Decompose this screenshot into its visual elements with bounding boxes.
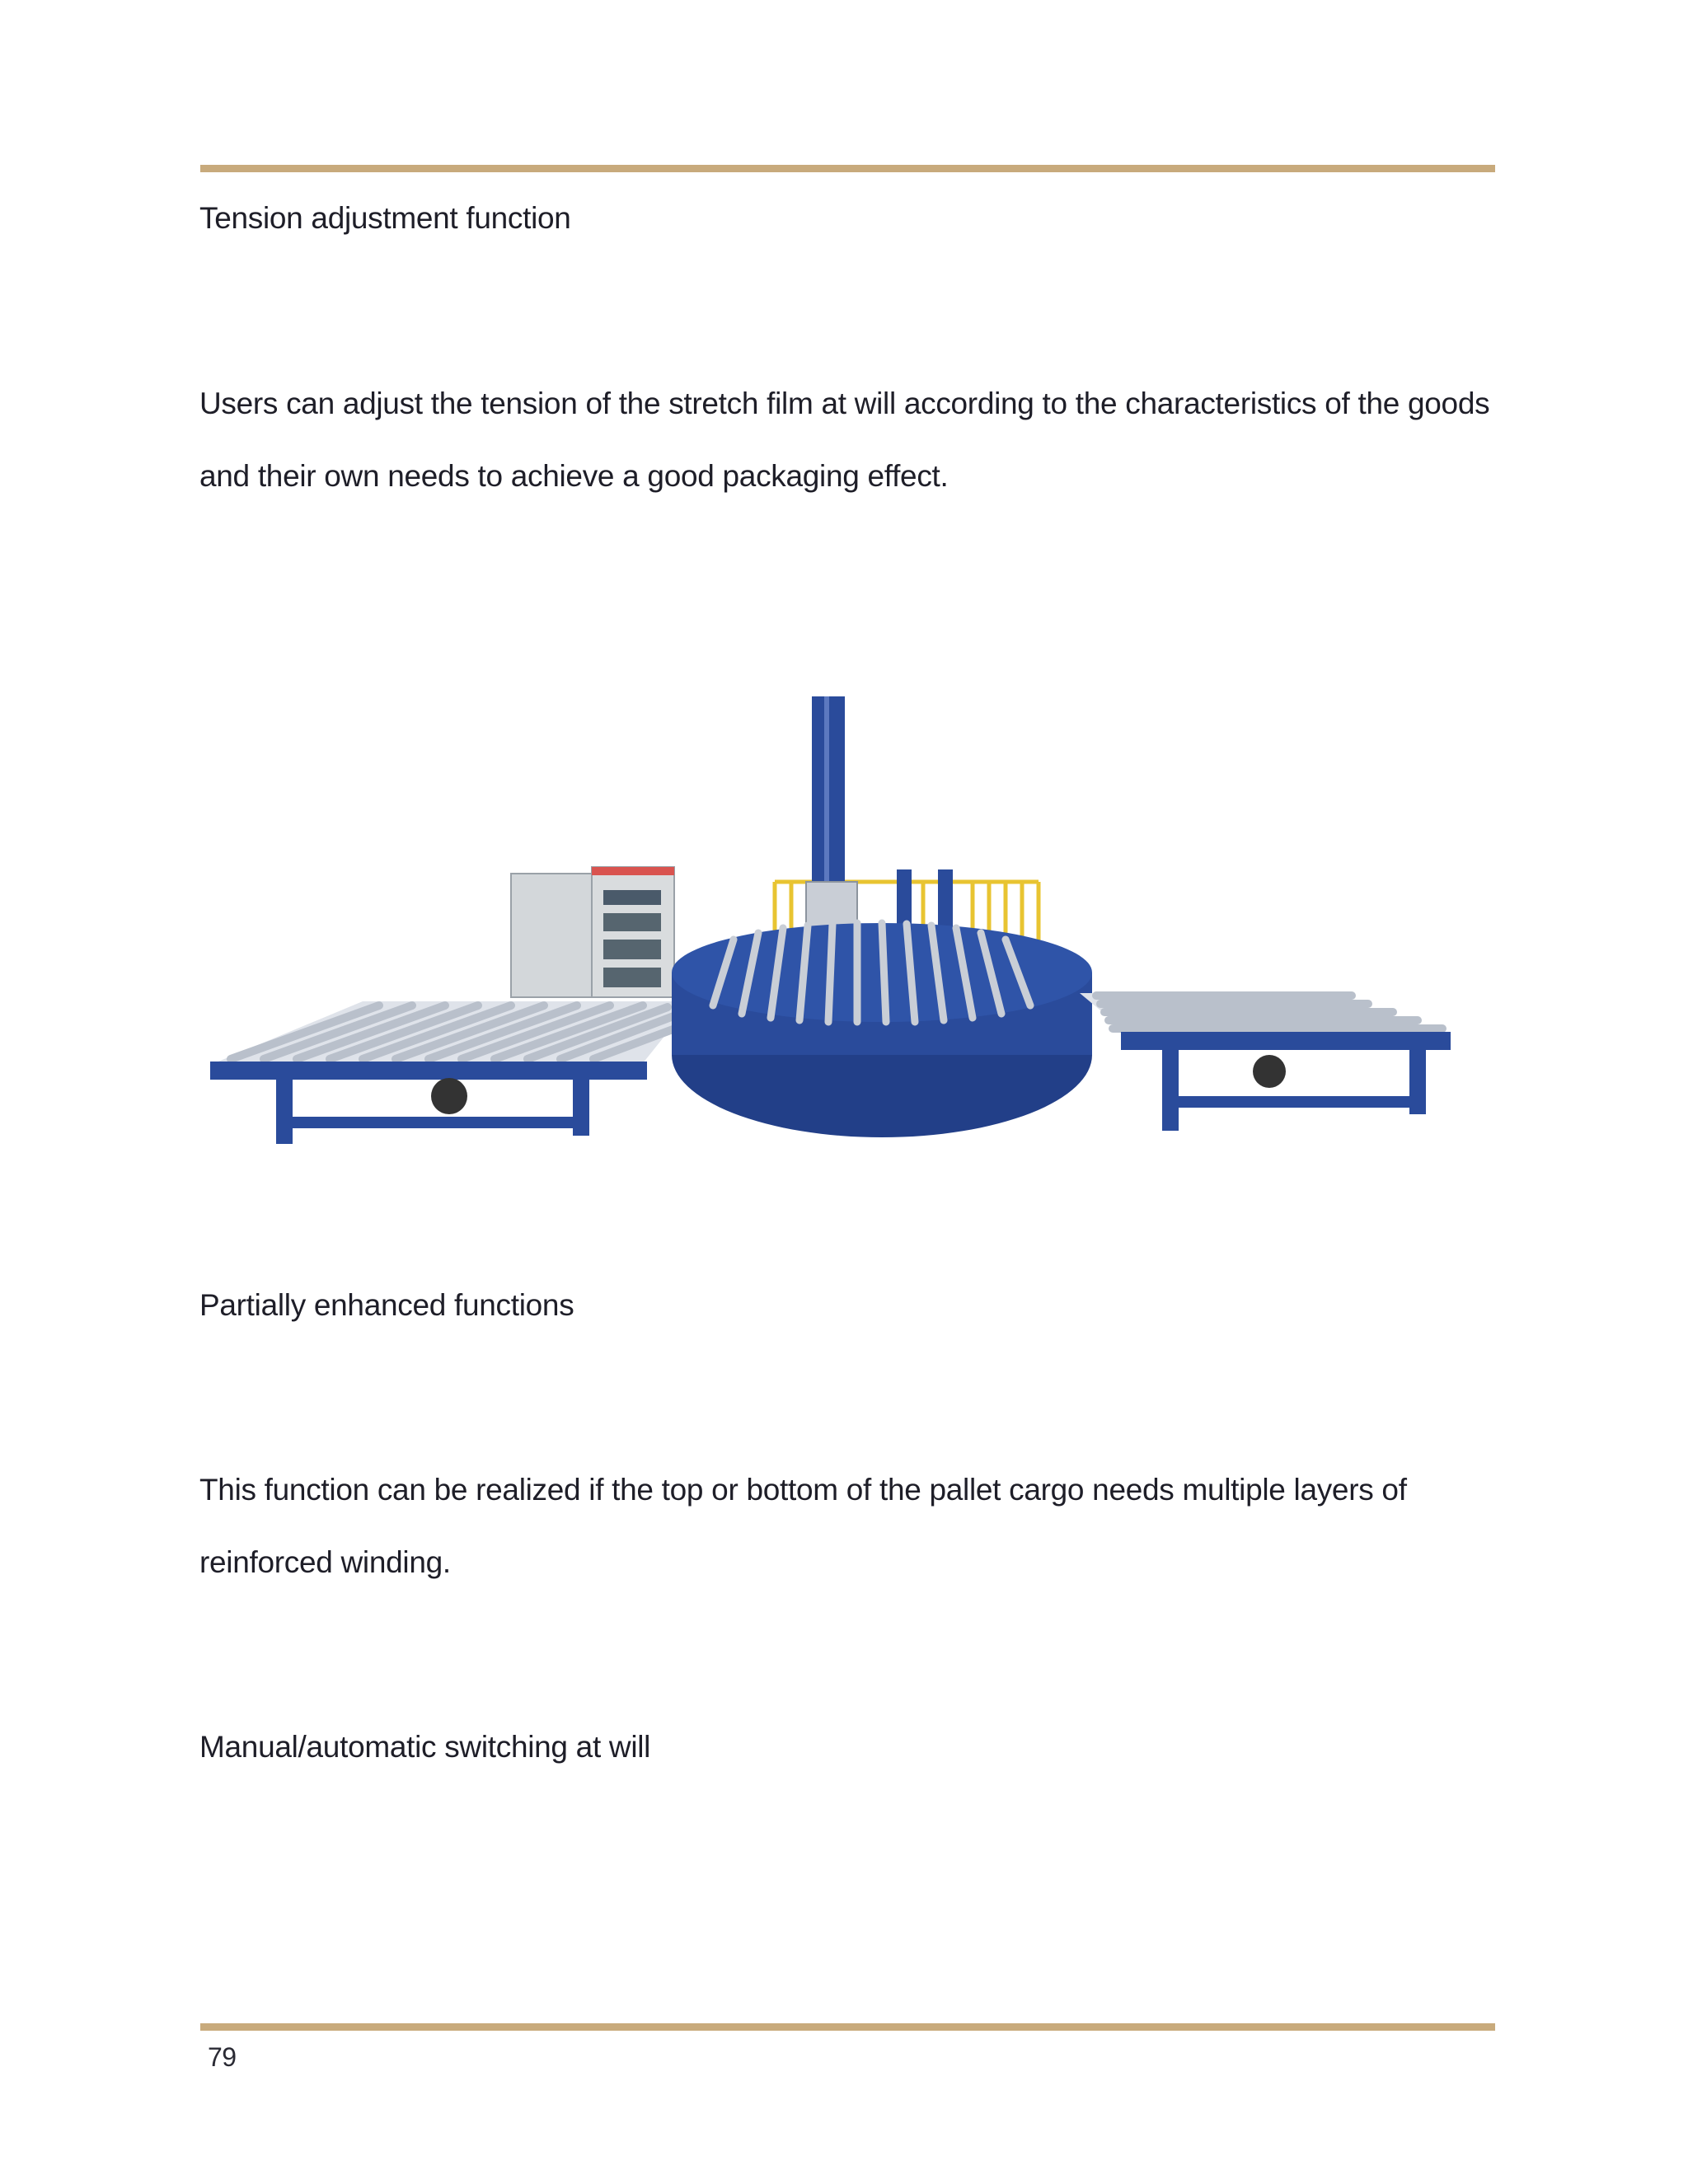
- paragraph-tension: Users can adjust the tension of the stretch film at will according to the characteristics of the goods and their own needs to achieve a good packaging effect.: [199, 387, 1490, 493]
- section-heading-enhanced: Partially enhanced functions: [199, 1288, 574, 1322]
- top-rule: [200, 165, 1495, 172]
- wrapping-machine-image: [206, 684, 1459, 1162]
- turntable: [672, 923, 1092, 1137]
- page-number: 79: [208, 2042, 237, 2072]
- section-heading-tension: Tension adjustment function: [199, 201, 571, 235]
- section-heading-switching: Manual/automatic switching at will: [199, 1730, 651, 1764]
- bottom-rule: [200, 2023, 1495, 2031]
- control-cabinet: [511, 867, 674, 997]
- left-roller-conveyor: [210, 1001, 692, 1144]
- right-roller-conveyor: [1080, 993, 1451, 1131]
- paragraph-enhanced: This function can be realized if the top or bottom of the pallet cargo needs multiple layers of reinforced winding.: [199, 1473, 1407, 1579]
